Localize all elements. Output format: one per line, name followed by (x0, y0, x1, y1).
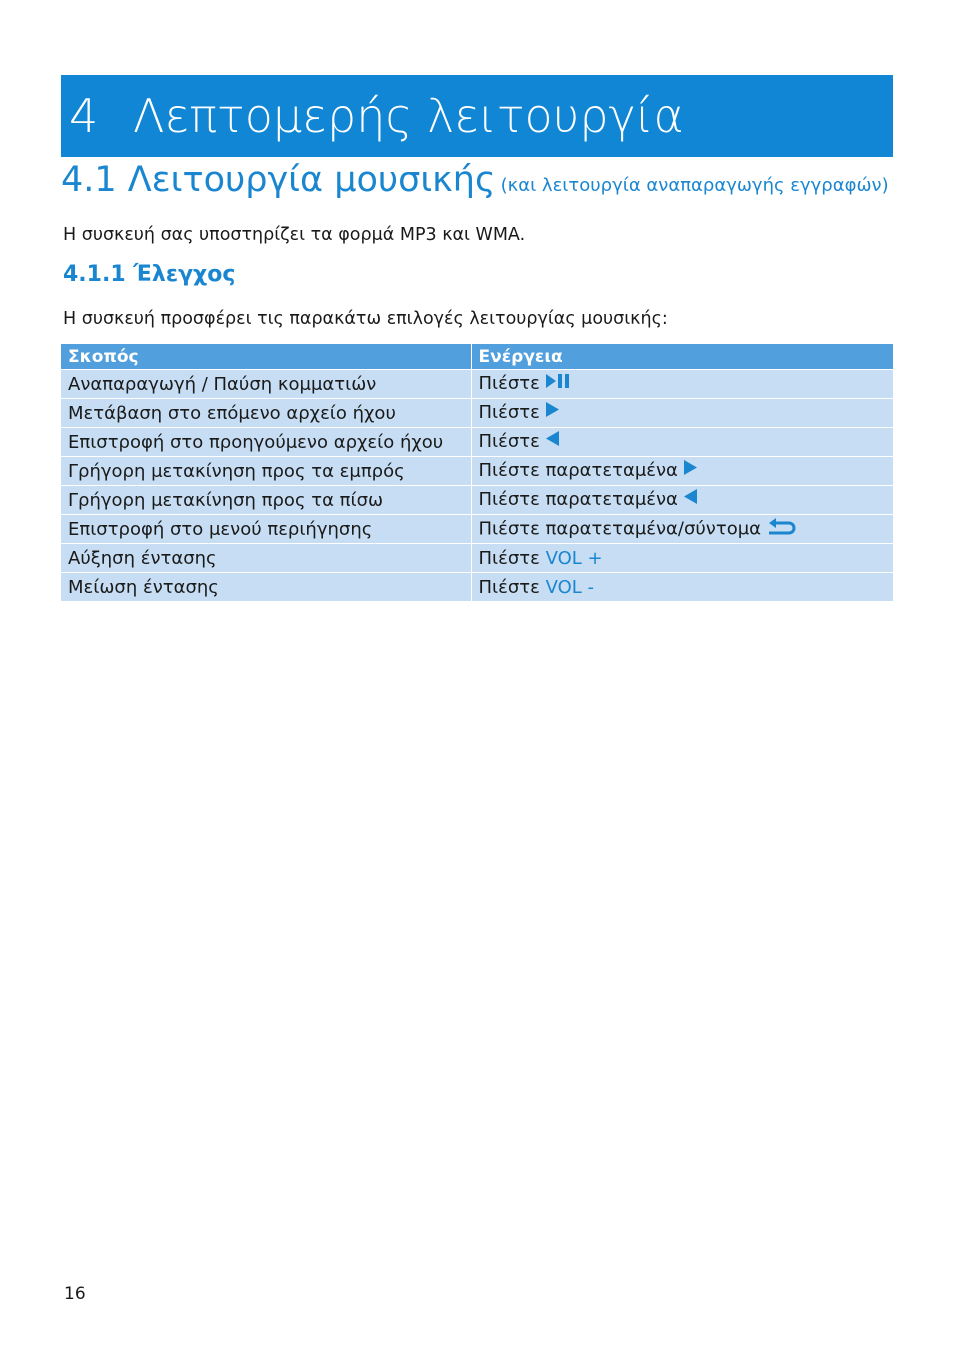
action-text: Πιέστε (478, 576, 540, 598)
table-row (61, 428, 893, 457)
chapter-title: Λεπτομερής λειτουργία (133, 89, 684, 143)
action-text: Πιέστε (478, 431, 540, 453)
table-row (61, 399, 893, 428)
action-cell (471, 515, 893, 544)
table-row (61, 370, 893, 399)
purpose-cell: Αύξηση έντασης (61, 544, 471, 573)
action-cell (471, 428, 893, 457)
previous-icon (546, 430, 560, 451)
purpose-cell: Γρήγορη μετακίνηση προς τα πίσω (61, 486, 471, 515)
vol-down-key: VOL - (545, 576, 594, 598)
vol-up-key: VOL + (545, 547, 603, 569)
table-row (61, 486, 893, 515)
subsection-title: 4.1.1 Έλεγχος (63, 262, 236, 287)
action-text: Πιέστε παρατεταμένα/σύντομα (478, 518, 762, 539)
back-icon (767, 515, 799, 540)
table-row (61, 457, 893, 486)
chapter-number: 4 (69, 89, 99, 143)
action-cell (471, 457, 893, 486)
controls-table (61, 344, 893, 601)
action-text: Πιέστε παρατεταμένα (478, 489, 678, 511)
table-row (61, 573, 893, 602)
action-cell (471, 486, 893, 515)
section-heading (61, 160, 901, 200)
action-text: Πιέστε (478, 547, 540, 569)
action-text: Πιέστε (478, 402, 540, 424)
header-action: Ενέργεια (471, 344, 893, 370)
table-header-row (61, 344, 893, 370)
purpose-cell: Επιστροφή στο μενού περιήγησης (61, 515, 471, 544)
action-cell (471, 370, 893, 399)
next-icon (684, 459, 698, 480)
purpose-cell: Αναπαραγωγή / Παύση κομματιών (61, 370, 471, 399)
header-purpose: Σκοπός (61, 344, 471, 370)
play-pause-icon (546, 372, 574, 393)
purpose-cell: Μείωση έντασης (61, 573, 471, 602)
previous-icon (684, 488, 698, 509)
purpose-cell: Γρήγορη μετακίνηση προς τα εμπρός (61, 457, 471, 486)
intro-paragraph: Η συσκευή σας υποστηρίζει τα φορμά MP3 και WMA. (63, 225, 526, 245)
purpose-cell: Μετάβαση στο επόμενο αρχείο ήχου (61, 399, 471, 428)
table-intro-paragraph: Η συσκευή προσφέρει τις παρακάτω επιλογές λειτουργίας μουσικής: (63, 309, 668, 329)
action-cell (471, 544, 893, 573)
table-row (61, 515, 893, 544)
action-text: Πιέστε παρατεταμένα (478, 460, 678, 482)
next-icon (546, 401, 560, 422)
chapter-header (61, 75, 893, 157)
page-number: 16 (64, 1284, 86, 1304)
action-cell (471, 399, 893, 428)
purpose-cell: Επιστροφή στο προηγούμενο αρχείο ήχου (61, 428, 471, 457)
section-title: 4.1 Λειτουργία μουσικής (61, 160, 496, 200)
action-cell (471, 573, 893, 602)
action-text: Πιέστε (478, 373, 540, 395)
table-row (61, 544, 893, 573)
section-subtitle: (και λειτουργία αναπαραγωγής εγγραφών) (500, 175, 889, 196)
